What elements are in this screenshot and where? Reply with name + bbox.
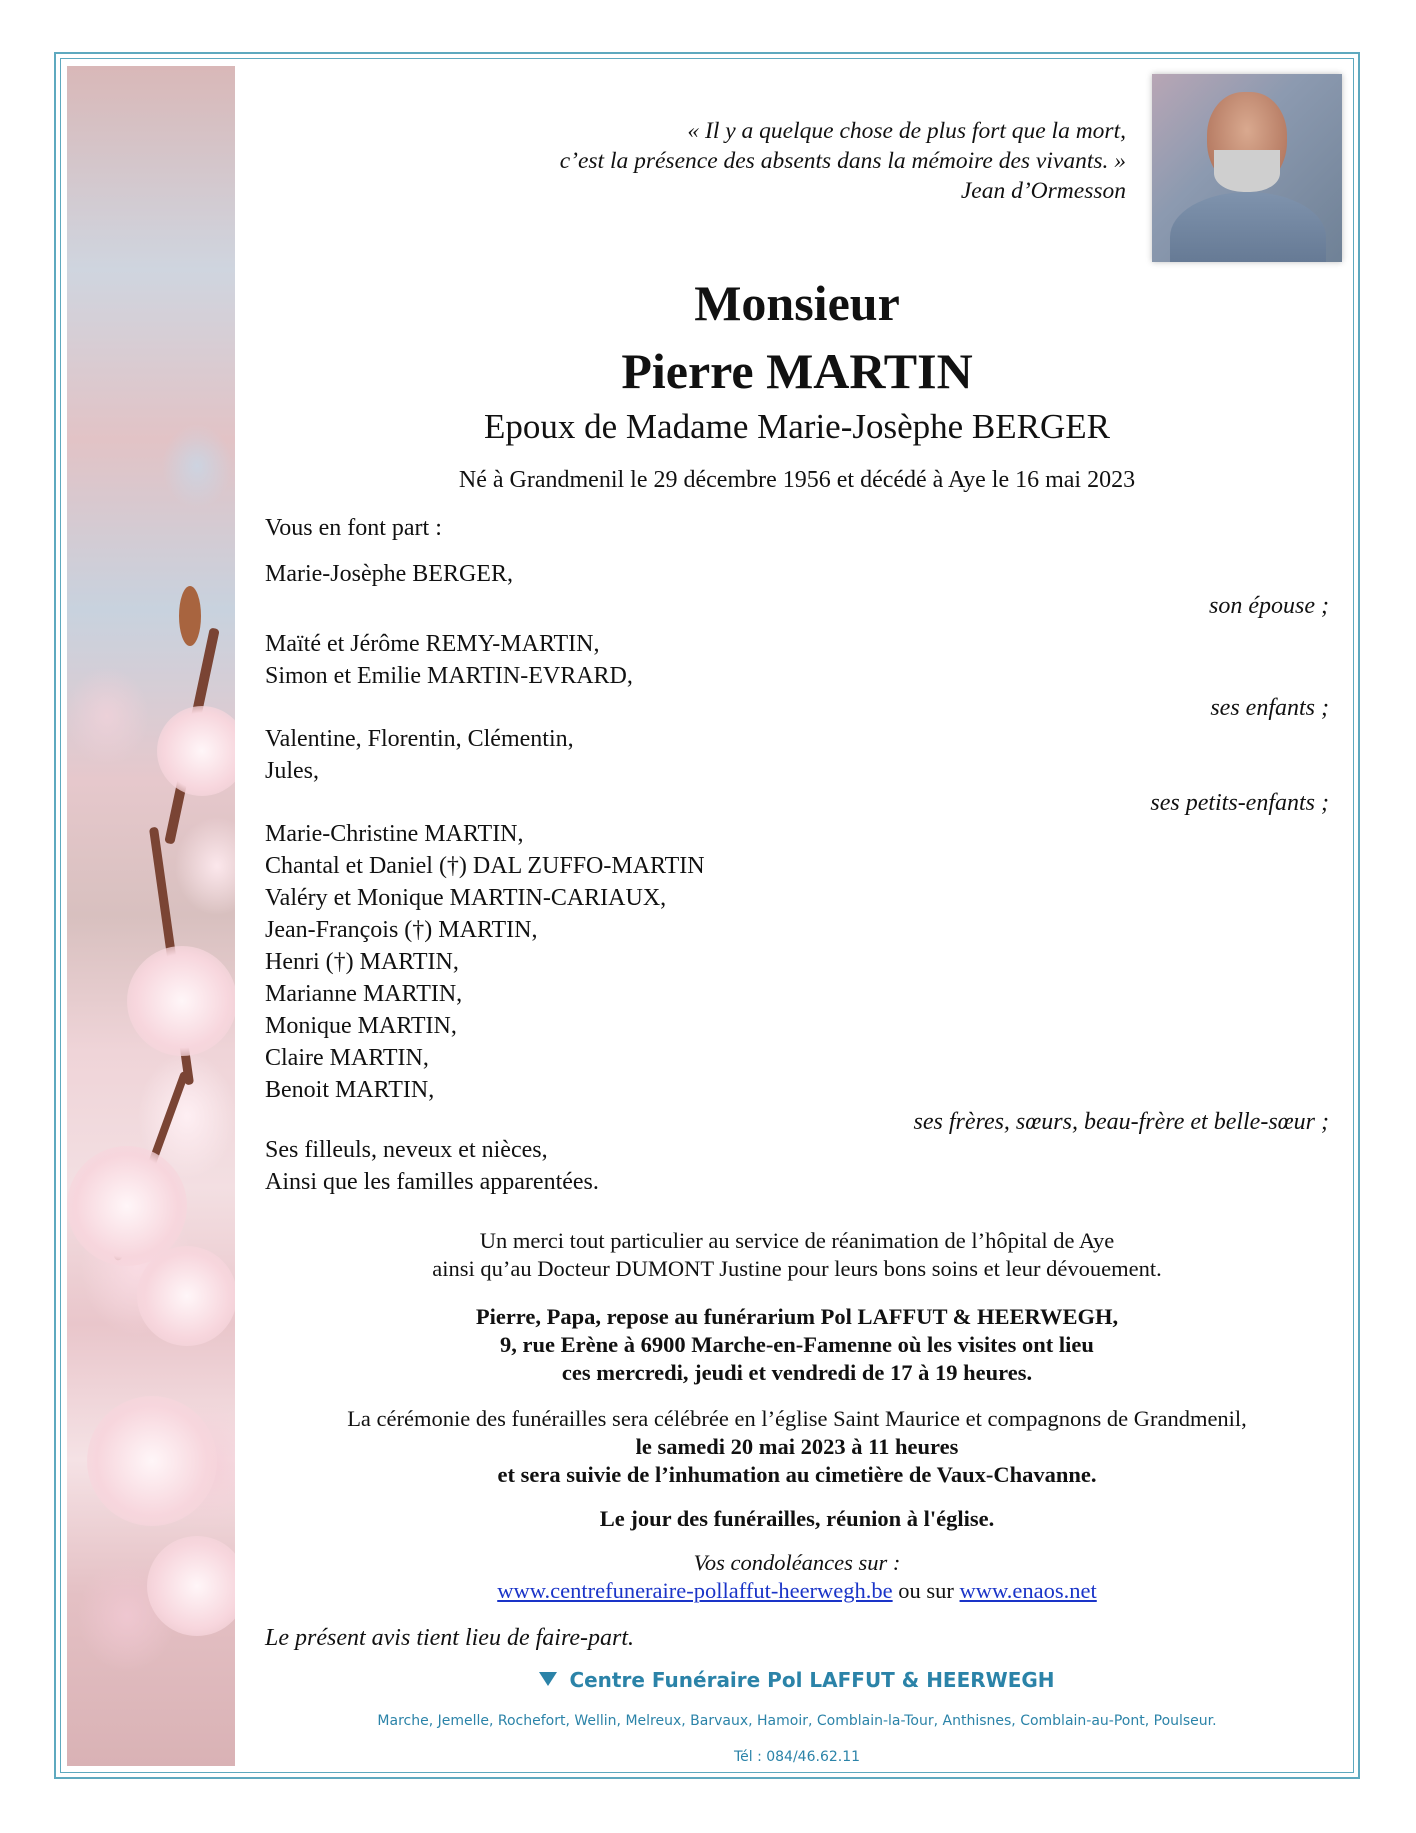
deceased-name: Pierre MARTIN	[621, 343, 973, 399]
gathering-line: Le jour des funérailles, réunion à l'église.	[599, 1506, 995, 1531]
visitation-line-1: Pierre, Papa, repose au funérarium Pol LAFFUT & HEERWEGH,	[475, 1304, 1119, 1329]
ceremony-line-2: le samedi 20 mai 2023 à 11 heures	[635, 1434, 959, 1459]
quote-line-2: c’est la présence des absents dans la mémoire des vivants. »	[559, 148, 1126, 174]
portrait-photo	[1152, 74, 1342, 262]
condolences-separator: ou sur	[898, 1578, 954, 1603]
family-name: Monique MARTIN,	[265, 1013, 457, 1039]
family-name: Marianne MARTIN,	[265, 981, 463, 1007]
announce-intro: Vous en font part :	[265, 515, 442, 541]
family-name: Maïté et Jérôme REMY-MARTIN,	[265, 631, 600, 657]
thanks-line-2: ainsi qu’au Docteur DUMONT Justine pour leurs bons soins et leur dévouement.	[432, 1256, 1162, 1281]
quote-author: Jean d’Ormesson	[960, 178, 1126, 204]
cherry-blossom-strip	[67, 66, 235, 1766]
quote-block	[300, 116, 1126, 206]
family-role: ses enfants ;	[1210, 695, 1329, 721]
family-role: son épouse ;	[1209, 593, 1329, 619]
notice-line: Le présent avis tient lieu de faire-part.	[265, 1625, 635, 1651]
deceased-title: Monsieur	[694, 275, 900, 331]
family-role: ses petits-enfants ;	[1150, 790, 1329, 816]
visitation-line-3: ces mercredi, jeudi et vendredi de 17 à 19 heures.	[561, 1360, 1033, 1385]
triangle-down-icon	[539, 1672, 557, 1686]
spouse-line: Epoux de Madame Marie-Josèphe BERGER	[484, 407, 1110, 446]
family-name: Marie-Christine MARTIN,	[265, 821, 524, 847]
footer-company	[240, 1667, 1354, 1693]
ceremony-line-3: et sera suivie de l’inhumation au cimetière de Vaux-Chavanne.	[497, 1462, 1097, 1487]
condolences-link-2[interactable]: www.enaos.net	[959, 1578, 1097, 1603]
condolences-label: Vos condoléances sur :	[693, 1550, 901, 1575]
family-name: Valéry et Monique MARTIN-CARIAUX,	[265, 885, 667, 911]
family-group-grandchildren	[265, 723, 1329, 819]
extended-line: Ses filleuls, neveux et nièces,	[265, 1137, 548, 1163]
family-name: Chantal et Daniel (†) DAL ZUFFO-MARTIN	[265, 853, 705, 879]
family-name: Claire MARTIN,	[265, 1045, 429, 1071]
visitation-line-2: 9, rue Erène à 6900 Marche-en-Famenne où les visites ont lieu	[500, 1332, 1094, 1357]
extended-line: Ainsi que les familles apparentées.	[265, 1169, 599, 1195]
family-name: Valentine, Florentin, Clémentin,	[265, 726, 574, 752]
condolences-block	[240, 1549, 1354, 1605]
footer-tel: Tél : 084/46.62.11	[733, 1749, 861, 1765]
family-role: ses frères, sœurs, beau-frère et belle-sœur ;	[913, 1109, 1329, 1135]
ceremony-block	[240, 1405, 1354, 1489]
family-group-spouse	[265, 558, 1329, 622]
extended-family	[265, 1134, 1329, 1198]
quote-line-1: « Il y a quelque chose de plus fort que la mort,	[687, 118, 1126, 144]
thanks-block	[240, 1227, 1354, 1283]
birth-death-line: Né à Grandmenil le 29 décembre 1956 et décédé à Aye le 16 mai 2023	[458, 467, 1136, 493]
family-name: Benoit MARTIN,	[265, 1077, 435, 1103]
condolences-link-1[interactable]: www.centrefuneraire-pollaffut-heerwegh.be	[497, 1578, 893, 1603]
family-group-children	[265, 628, 1329, 724]
family-name: Henri (†) MARTIN,	[265, 949, 459, 975]
family-name: Marie-Josèphe BERGER,	[265, 561, 513, 587]
ceremony-line-1: La cérémonie des funérailles sera célébrée en l’église Saint Maurice et compagnons de Grandmenil,	[347, 1406, 1247, 1431]
footer-company-name: Centre Funéraire Pol LAFFUT & HEERWEGH	[569, 1668, 1055, 1692]
thanks-line-1: Un merci tout particulier au service de réanimation de l’hôpital de Aye	[479, 1228, 1115, 1253]
family-name: Simon et Emilie MARTIN-EVRARD,	[265, 663, 633, 689]
visitation-block	[240, 1303, 1354, 1387]
family-group-siblings	[265, 818, 1329, 1138]
family-name: Jules,	[265, 758, 319, 784]
family-name: Jean-François (†) MARTIN,	[265, 917, 538, 943]
footer-towns: Marche, Jemelle, Rochefort, Wellin, Melreux, Barvaux, Hamoir, Comblain-la-Tour, Anthisnes, Comblain-au-Pont, Poulseur.	[377, 1713, 1217, 1729]
